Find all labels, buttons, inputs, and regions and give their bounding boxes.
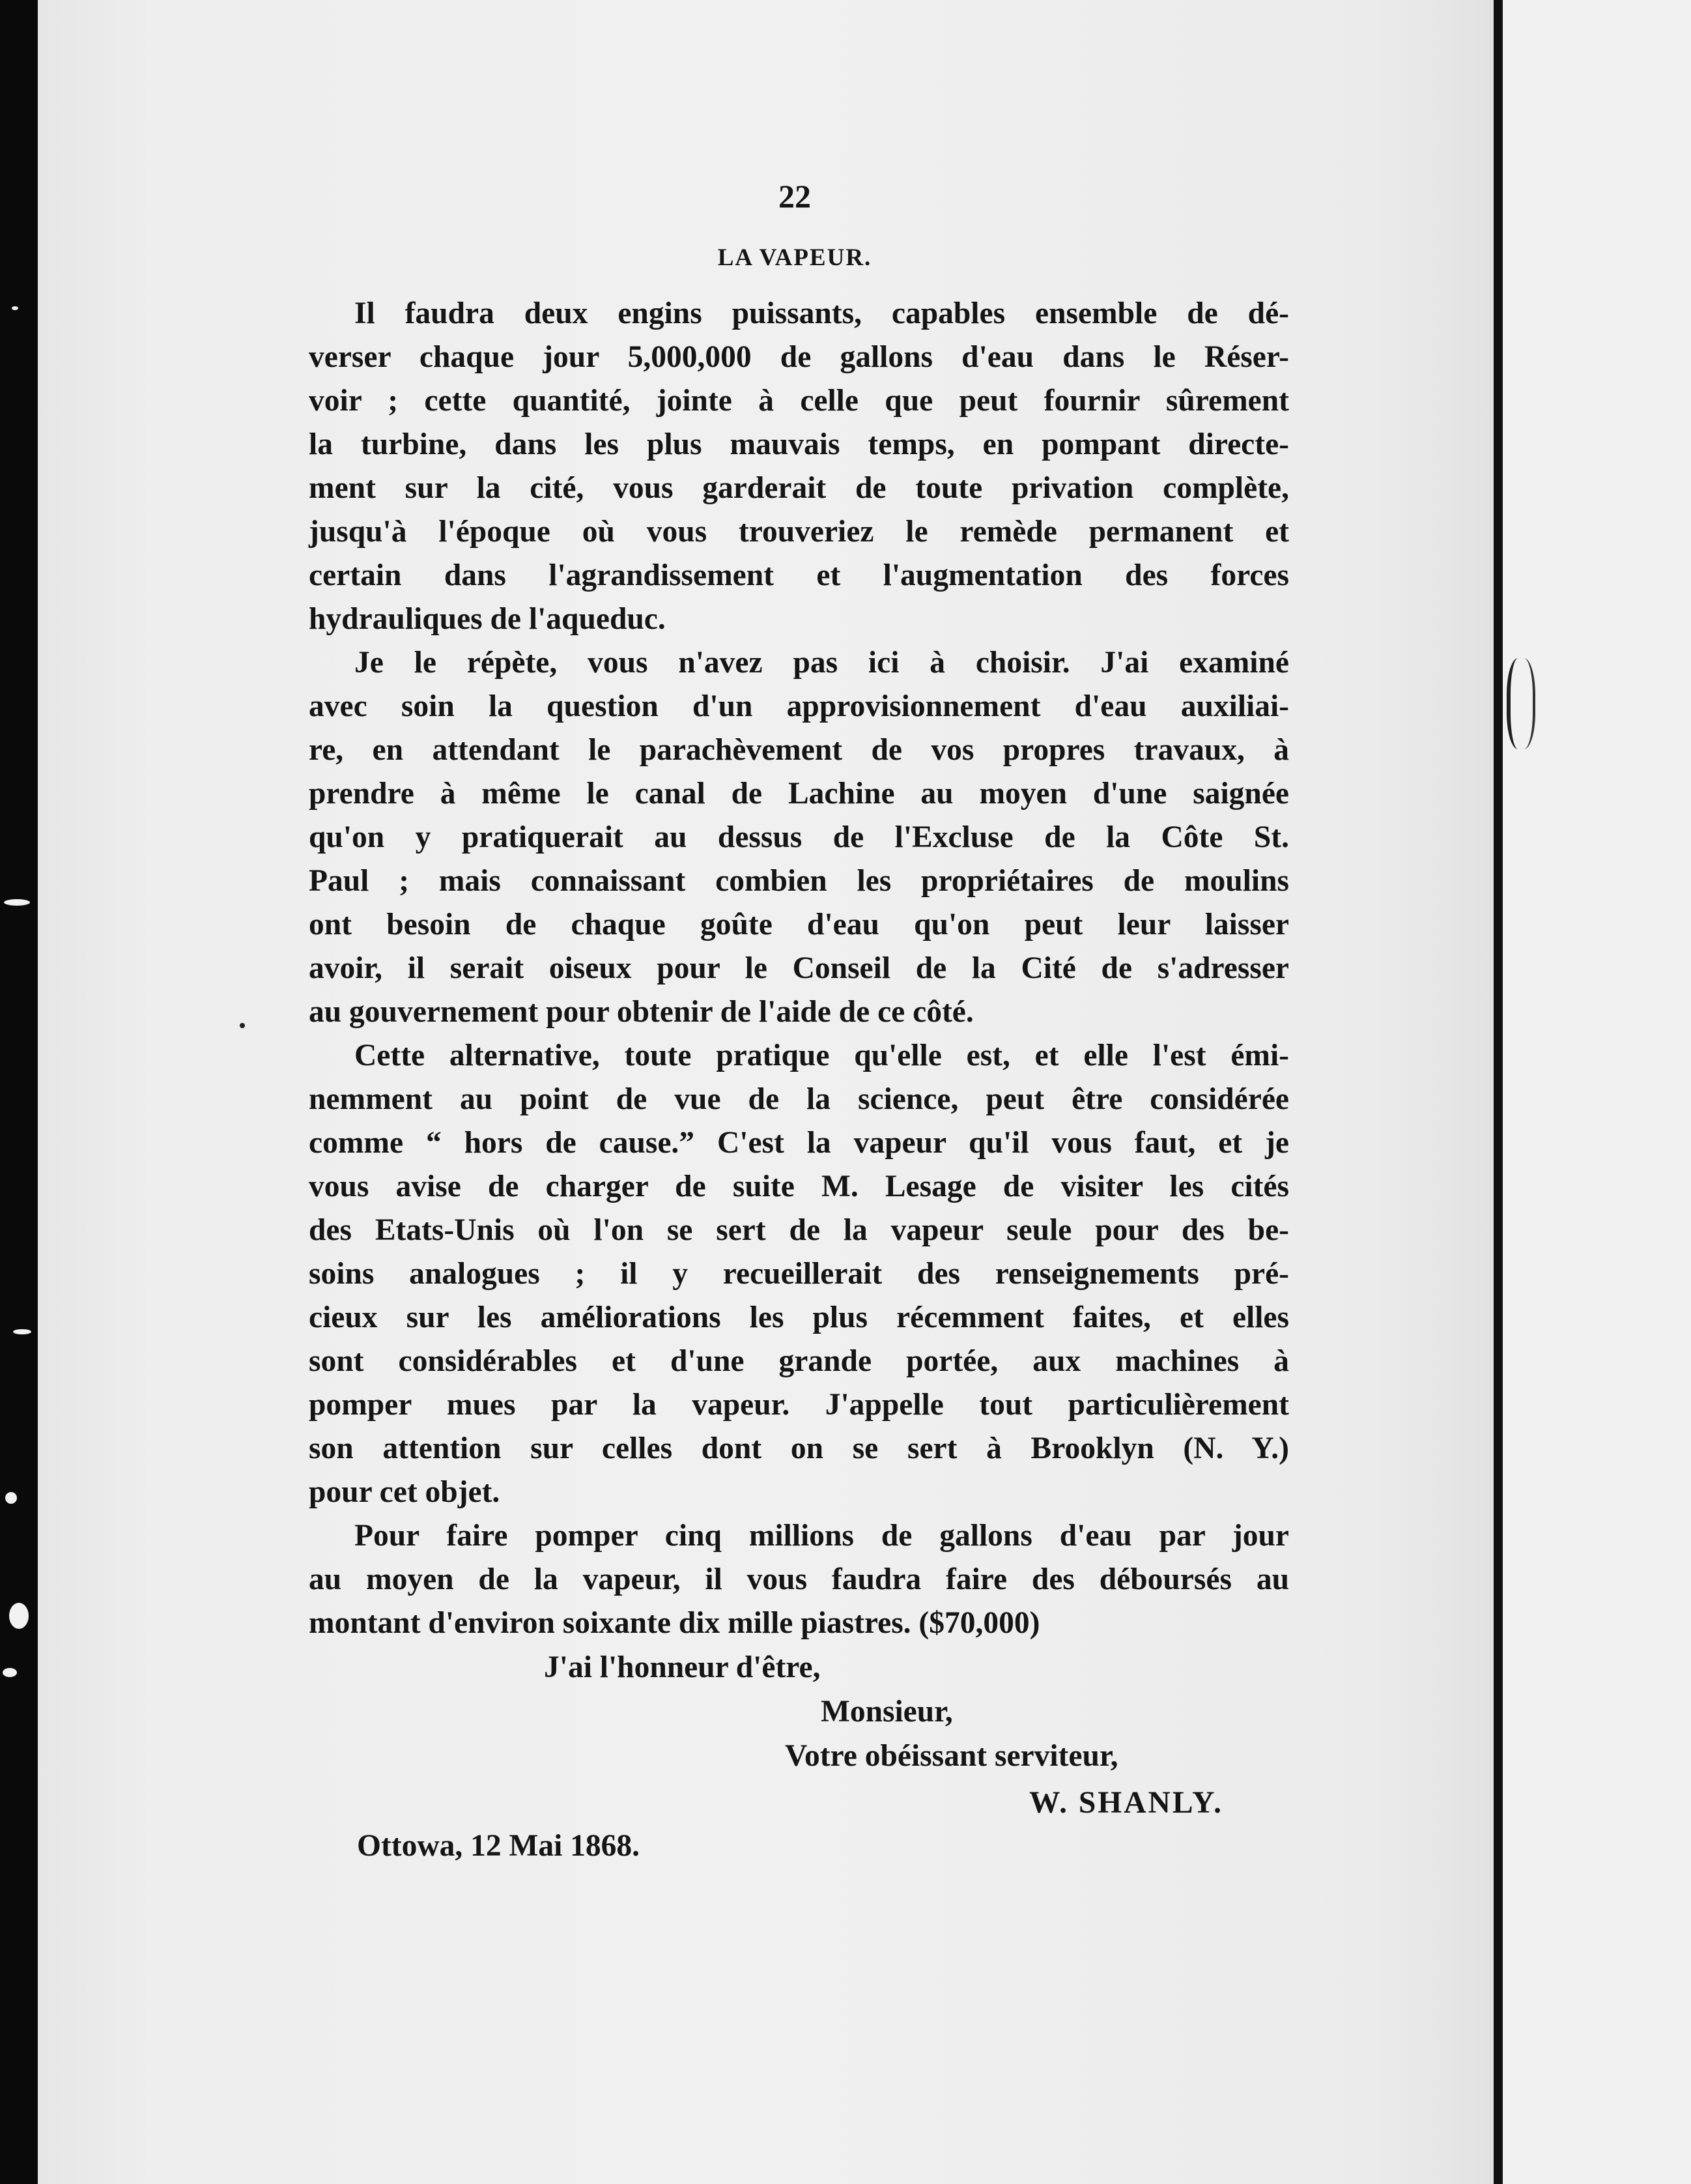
text-line: jusqu'à l'époque où vous trouveriez le remède permanent et <box>309 515 1289 549</box>
scan-speck <box>13 1329 31 1334</box>
text-line: montant d'environ soixante dix mille piastres. ($70,000) <box>309 1606 1040 1640</box>
text-line: au gouvernement pour obtenir de l'aide de ce côté. <box>309 995 974 1029</box>
paragraph <box>309 641 1289 1034</box>
text-line: la turbine, dans les plus mauvais temps, en pompant directe- <box>309 427 1289 461</box>
page-number: 22 <box>778 178 811 214</box>
binding-mark <box>1507 658 1535 749</box>
text-line: ont besoin de chaque goûte d'eau qu'on peut leur laisser <box>309 908 1289 941</box>
text-line: au moyen de la vapeur, il vous faudra faire des déboursés au <box>309 1562 1289 1596</box>
place-and-date: Ottowa, 12 Mai 1868. <box>357 1829 640 1863</box>
text-line: ment sur la cité, vous garderait de toute privation complète, <box>309 471 1289 505</box>
text-line: avoir, il serait oiseux pour le Conseil de la Cité de s'adresser <box>309 951 1289 985</box>
signature-servant: Votre obéissant serviteur, <box>785 1739 1118 1773</box>
paragraph <box>309 1034 1289 1514</box>
text-line: avec soin la question d'un approvisionnement d'eau auxiliai- <box>309 689 1289 723</box>
ink-speck <box>240 1023 245 1028</box>
text-line: sont considérables et d'une grande portée, aux machines à <box>309 1344 1289 1378</box>
text-line: son attention sur celles dont on se sert à Brooklyn (N. Y.) <box>309 1431 1289 1465</box>
text-line: comme “ hors de cause.” C'est la vapeur qu'il vous faut, et je <box>309 1126 1289 1160</box>
text-line: nemment au point de vue de la science, peut être considérée <box>309 1082 1289 1116</box>
text-line: Cette alternative, toute pratique qu'elle est, et elle l'est émi- <box>354 1039 1289 1072</box>
scan-speck <box>3 1668 17 1677</box>
scan-speck <box>12 306 18 310</box>
text-line: Pour faire pomper cinq millions de gallons d'eau par jour <box>354 1519 1289 1553</box>
text-line: des Etats-Unis où l'on se sert de la vapeur seule pour des be- <box>309 1213 1289 1247</box>
section-heading: LA VAPEUR. <box>717 244 872 271</box>
text-line: certain dans l'agrandissement et l'augmentation des forces <box>309 558 1289 592</box>
scan-speck <box>9 1603 29 1629</box>
text-line: prendre à même le canal de Lachine au moyen d'une saignée <box>309 777 1289 811</box>
text-line: verser chaque jour 5,000,000 de gallons d'eau dans le Réser- <box>309 340 1289 374</box>
page-gutter <box>1494 0 1503 2184</box>
text-line: Je le répète, vous n'avez pas ici à choisir. J'ai examiné <box>354 646 1289 680</box>
paragraph <box>309 1514 1289 1645</box>
scan-speck <box>4 899 30 906</box>
text-line: hydrauliques de l'aqueduc. <box>309 602 666 636</box>
signature-salutation: Monsieur, <box>821 1695 953 1729</box>
text-line: soins analogues ; il y recueillerait des renseignements pré- <box>309 1257 1289 1291</box>
text-line: qu'on y pratiquerait au dessus de l'Excluse de la Côte St. <box>309 820 1289 854</box>
facing-page-margin <box>1503 0 1691 2184</box>
scan-speck <box>5 1492 17 1504</box>
text-line: Il faudra deux engins puissants, capables ensemble de dé- <box>354 296 1289 330</box>
paragraph <box>309 292 1289 641</box>
text-line: re, en attendant le parachèvement de vos propres travaux, à <box>309 733 1289 767</box>
text-line: vous avise de charger de suite M. Lesage de visiter les cités <box>309 1170 1289 1203</box>
text-line: pour cet objet. <box>309 1475 500 1509</box>
scan-border-left <box>0 0 38 2184</box>
text-line: cieux sur les améliorations les plus récemment faites, et elles <box>309 1300 1289 1334</box>
text-line: pomper mues par la vapeur. J'appelle tout particulièrement <box>309 1388 1289 1422</box>
letter-body <box>309 292 1289 1645</box>
signature-name: W. SHANLY. <box>1029 1786 1223 1820</box>
text-line: Paul ; mais connaissant combien les propriétaires de moulins <box>309 864 1289 898</box>
signature-closing: J'ai l'honneur d'être, <box>544 1650 821 1684</box>
text-line: voir ; cette quantité, jointe à celle que peut fournir sûrement <box>309 384 1289 418</box>
